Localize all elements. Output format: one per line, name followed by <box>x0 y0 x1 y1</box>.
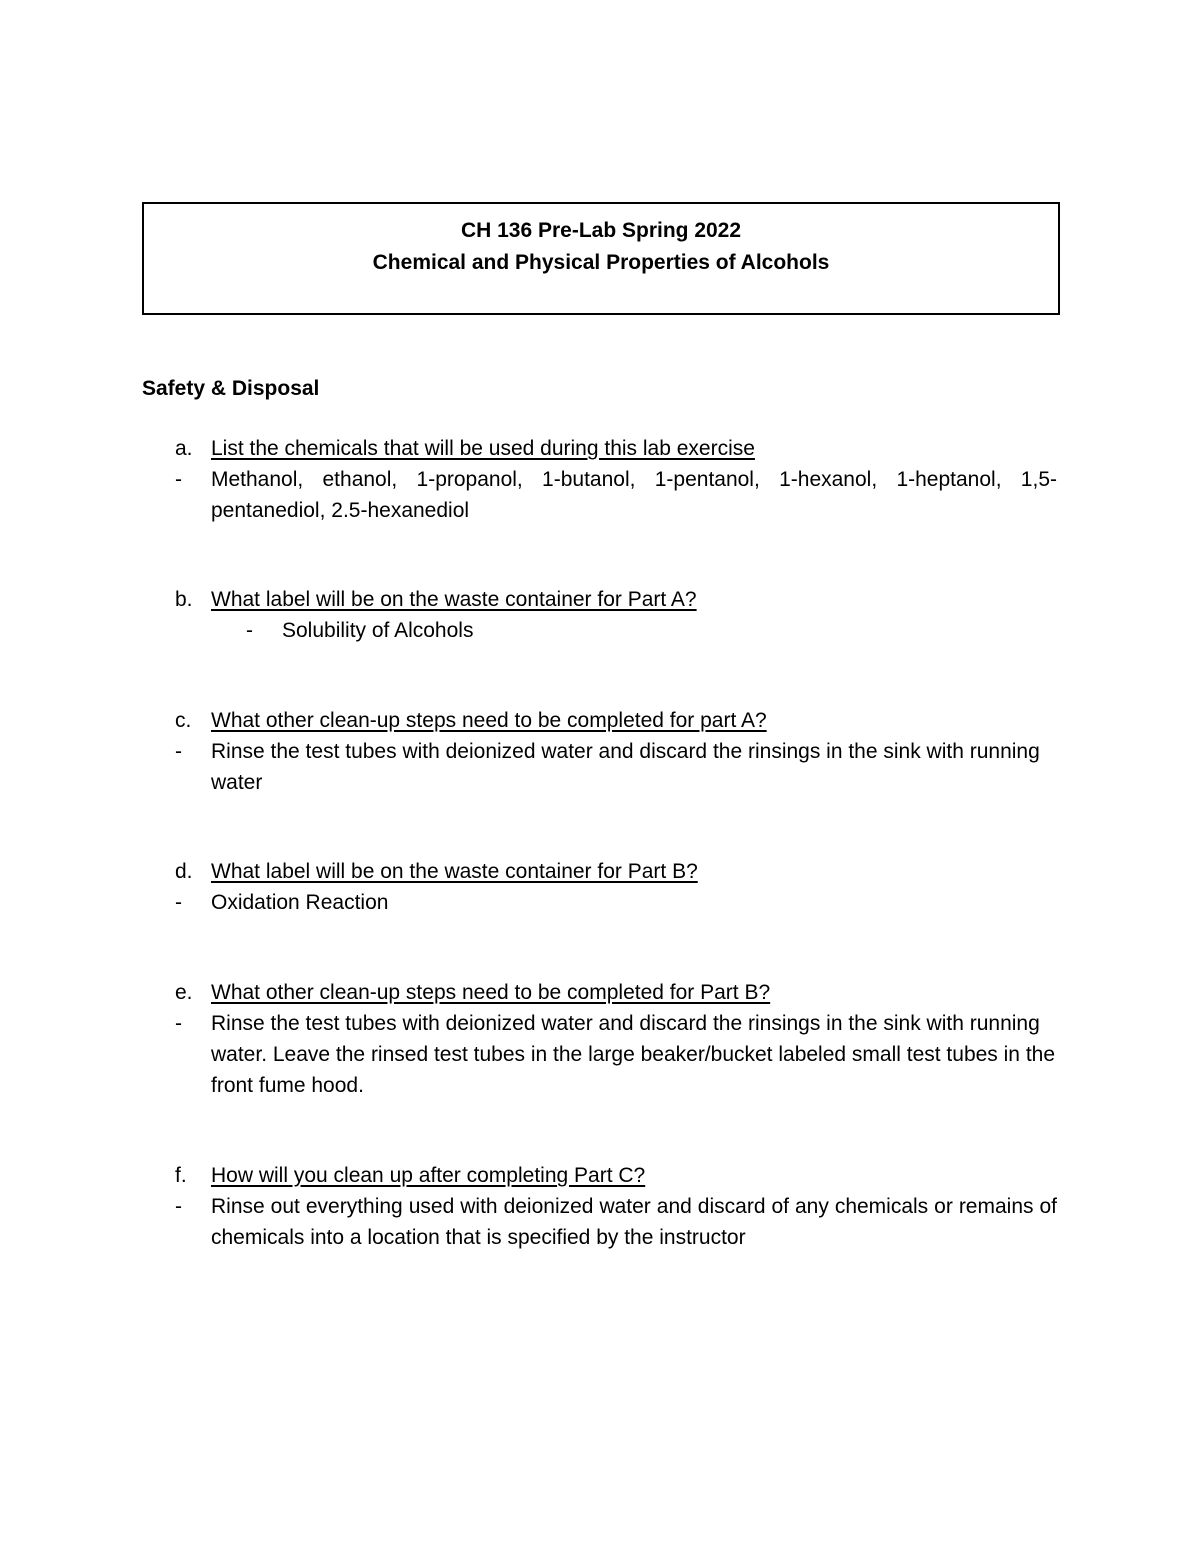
answer-dash: - <box>175 468 182 491</box>
answer-dash: - <box>246 619 253 642</box>
question-text: What other clean-up steps need to be completed for part A? <box>211 709 767 732</box>
answer-text: Rinse the test tubes with deionized water and discard the rinsings in the sink with running water. Leave the rinsed test tubes in the large beaker/bucket labeled small test tubes in the front fume hood. <box>211 1012 1056 1097</box>
question-text: What label will be on the waste container for Part A? <box>211 588 697 611</box>
answer-dash: - <box>175 1195 182 1218</box>
answer-text: Rinse out everything used with deionized water and discard of any chemicals or remains of chemicals into a location that is specified by the instructor <box>211 1195 1057 1249</box>
question-text: How will you clean up after completing Part C? <box>211 1164 646 1187</box>
question-marker: c. <box>175 709 192 732</box>
answer-dash: - <box>175 891 182 914</box>
question-text: List the chemicals that will be used during this lab exercise <box>211 437 755 460</box>
question-marker: e. <box>175 981 193 1004</box>
title-box <box>142 202 1060 315</box>
question-marker: f. <box>175 1164 187 1187</box>
document-subtitle: Chemical and Physical Properties of Alcohols <box>372 251 830 274</box>
question-marker: d. <box>175 860 193 883</box>
document-title: CH 136 Pre-Lab Spring 2022 <box>460 219 742 242</box>
answer-dash: - <box>175 1012 182 1035</box>
section-heading: Safety & Disposal <box>142 377 320 400</box>
question-marker: a. <box>175 437 193 460</box>
question-text: What label will be on the waste container for Part B? <box>211 860 698 883</box>
question-text: What other clean-up steps need to be completed for Part B? <box>211 981 771 1004</box>
answer-text: Oxidation Reaction <box>211 891 389 914</box>
answer-text: Rinse the test tubes with deionized water and discard the rinsings in the sink with running water <box>211 740 1040 794</box>
answer-text: Solubility of Alcohols <box>282 619 474 642</box>
question-marker: b. <box>175 588 193 611</box>
answer-dash: - <box>175 740 182 763</box>
answer-text: Methanol, ethanol, 1-propanol, 1-butanol, 1-pentanol, 1-hexanol, 1-heptanol, 1,5-pentanediol, 2.5-hexanediol <box>211 468 1057 522</box>
